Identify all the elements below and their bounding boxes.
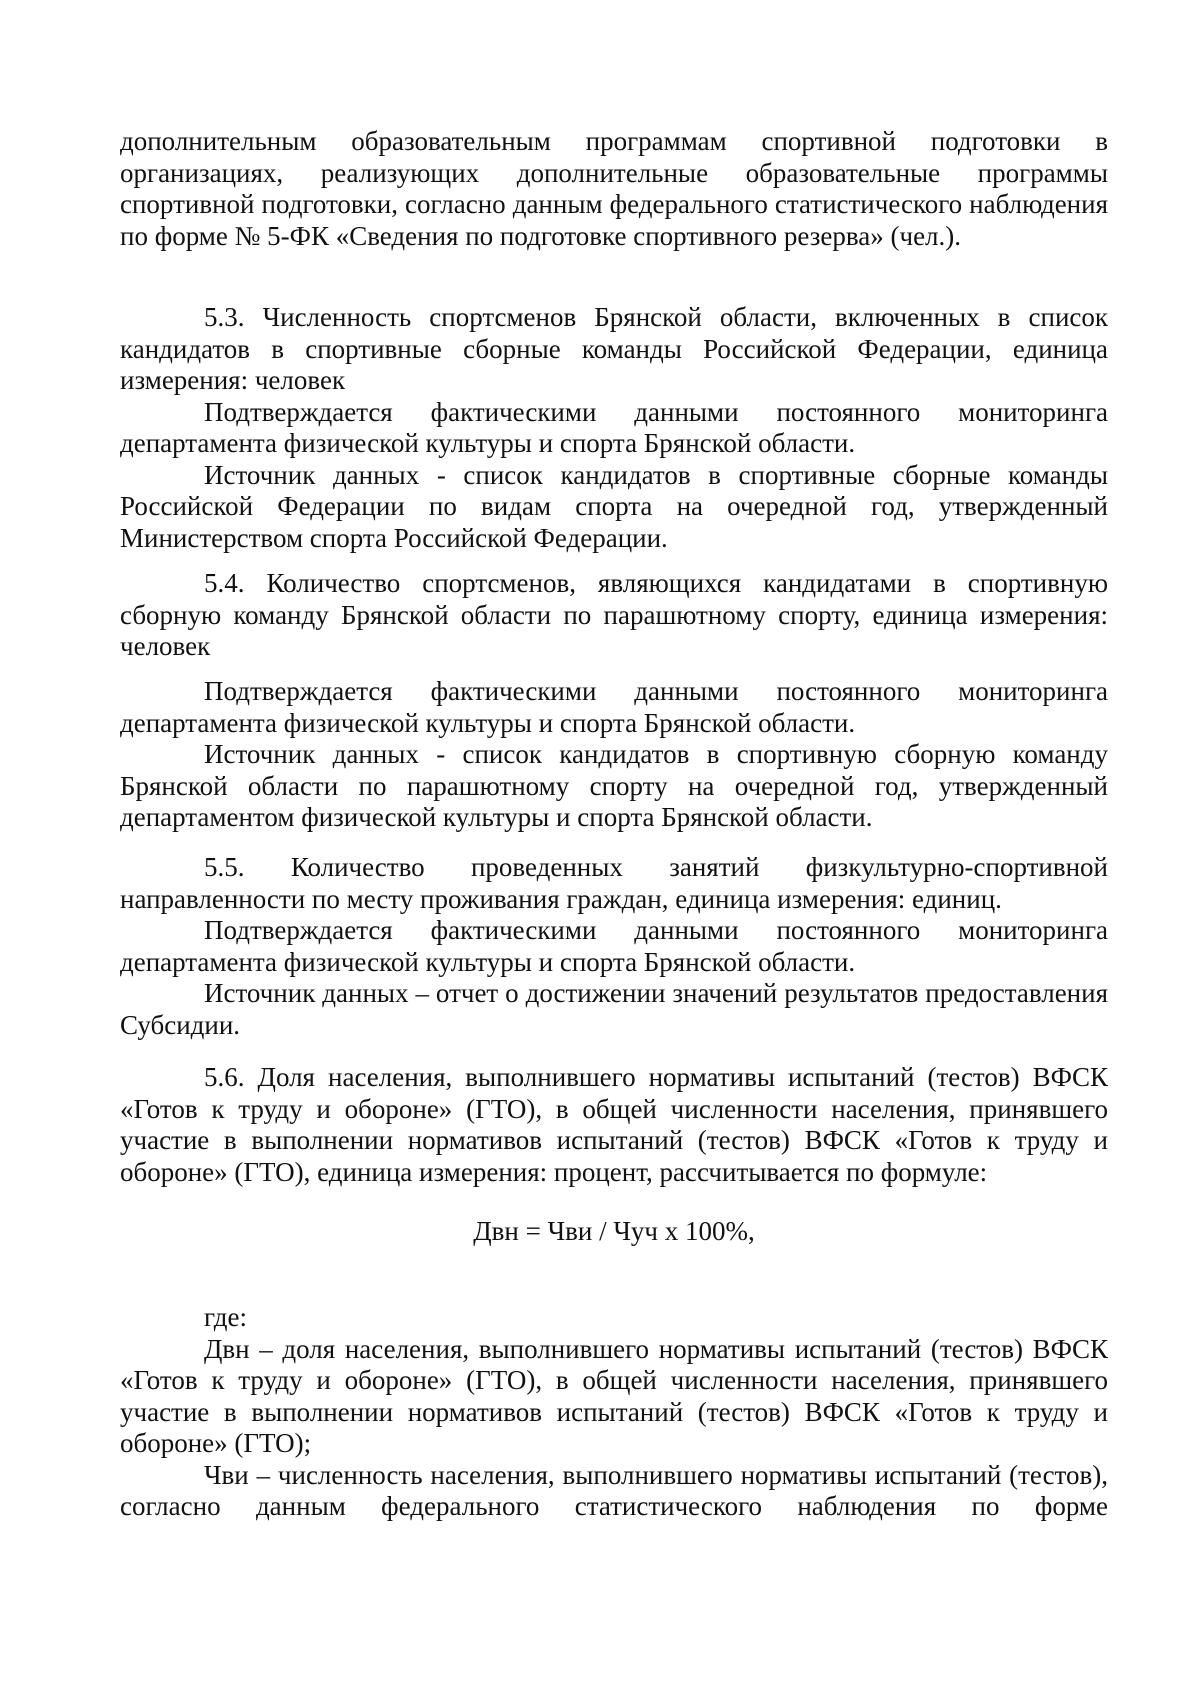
section-5-5-title: 5.5. Количество проведенных занятий физкультурно-спортивной направленности по месту проживания граждан, единица измерения: единиц. (120, 852, 1108, 914)
intro-paragraph (120, 126, 1108, 252)
section-5-4-source: Источник данных - список кандидатов в спортивную сборную команду Брянской области по парашютному спорту на очередной год, утвержденный департаментом физической культуры и спорта Брянской области. (120, 739, 1108, 832)
intro-text: дополнительным образовательным программам спортивной подготовки в организациях, реализующих дополнительные образовательные программы спортивной подготовки, согласно данным федерального статистического наблюдения по форме № 5-ФК «Сведения по подготовке спортивного резерва» (чел.). (120, 126, 1108, 251)
section-5-6-definitions (120, 1302, 1108, 1523)
section-5-4-confirm: Подтверждается фактическими данными постоянного мониторинга департамента физической культуры и спорта Брянской области. (120, 676, 1108, 738)
section-5-5 (120, 852, 1108, 1041)
section-5-4 (120, 568, 1108, 663)
section-5-6 (120, 1062, 1108, 1188)
definition-chvi: Чви – численность населения, выполнившего нормативы испытаний (тестов), согласно данным федерального статистического наблюдения по форме (120, 1459, 1108, 1521)
section-5-3-title: 5.3. Численность спортсменов Брянской области, включенных в список кандидатов в спортивные сборные команды Российской Федерации, единица измерения: человек (120, 302, 1108, 395)
section-5-3-confirm: Подтверждается фактическими данными постоянного мониторинга департамента физической культуры и спорта Брянской области. (120, 396, 1108, 458)
formula: Двн = Чви / Чуч х 100%, (473, 1216, 755, 1246)
definition-dvn: Двн – доля населения, выполнившего нормативы испытаний (тестов) ВФСК «Готов к труду и обороне» (ГТО), в общей численности населения, принявшего участие в выполнении нормативов испытаний (тестов) ВФСК «Готов к труду и обороне» (ГТО); (120, 1333, 1108, 1458)
section-5-3 (120, 302, 1108, 554)
section-5-4-title: 5.4. Количество спортсменов, являющихся кандидатами в спортивную сборную команду Брянской области по парашютному спорту, единица измерения: человек (120, 568, 1108, 661)
section-5-3-source: Источник данных - список кандидатов в спортивные сборные команды Российской Федерации по видам спорта на очередной год, утвержденный Министерством спорта Российской Федерации. (120, 459, 1108, 553)
section-5-5-source: Источник данных – отчет о достижении значений результатов предоставления Субсидии. (120, 978, 1108, 1040)
section-5-5-confirm: Подтверждается фактическими данными постоянного мониторинга департамента физической культуры и спорта Брянской области. (120, 915, 1108, 977)
section-5-6-title: 5.6. Доля населения, выполнившего нормативы испытаний (тестов) ВФСК «Готов к труду и обороне» (ГТО), в общей численности населения, принявшего участие в выполнении нормативов испытаний (тестов) ВФСК «Готов к труду и обороне» (ГТО), единица измерения: процент, рассчитывается по формуле: (120, 1062, 1108, 1187)
section-5-4-body (120, 676, 1108, 834)
where-label: где: (204, 1302, 247, 1332)
